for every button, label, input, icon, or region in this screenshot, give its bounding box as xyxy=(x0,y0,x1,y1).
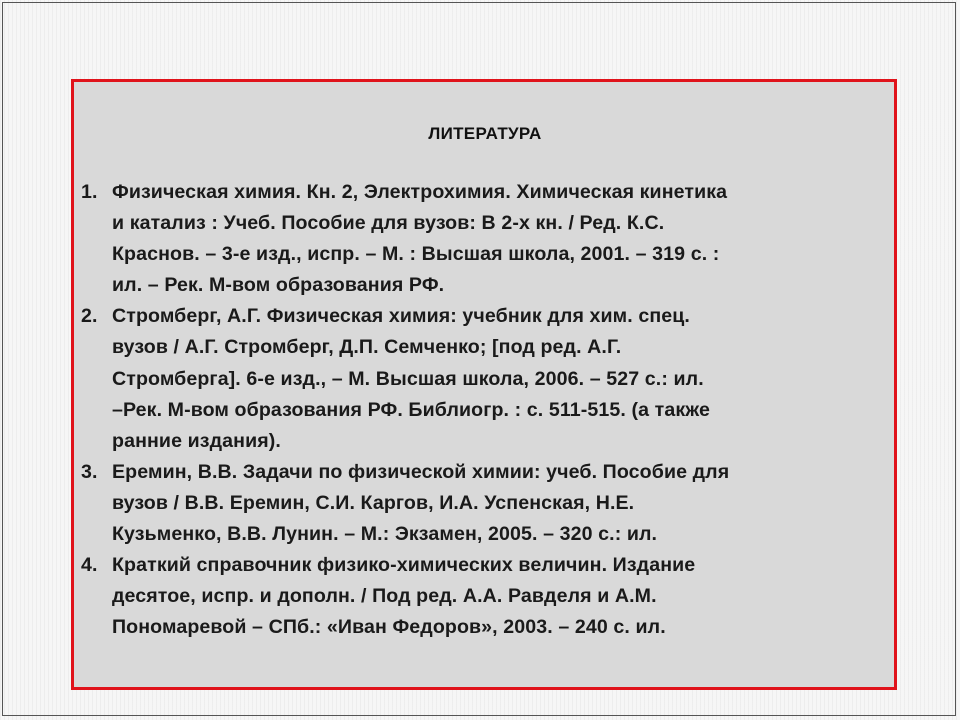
reference-line: Краснов. – 3-е изд., испр. – М. : Высшая школа, 2001. – 319 с. : xyxy=(112,243,720,266)
reference-number: 4. xyxy=(81,554,98,577)
reference-line: Стромберг, А.Г. Физическая химия: учебник для хим. спец. xyxy=(112,305,690,328)
reference-item xyxy=(74,550,894,643)
reference-text xyxy=(112,550,894,643)
literature-box xyxy=(71,79,897,690)
literature-heading: ЛИТЕРАТУРА xyxy=(428,124,542,143)
reference-list xyxy=(74,177,894,643)
reference-text xyxy=(112,177,894,301)
reference-item xyxy=(74,177,894,301)
reference-item xyxy=(74,457,894,550)
reference-line: десятое, испр. и дополн. / Под ред. А.А. Равделя и А.М. xyxy=(112,585,657,608)
reference-line: Физическая химия. Кн. 2, Электрохимия. Химическая кинетика xyxy=(112,181,728,203)
reference-line: вузов / В.В. Еремин, С.И. Каргов, И.А. Успенская, Н.Е. xyxy=(112,491,635,514)
reference-item xyxy=(74,301,894,456)
reference-line: ранние издания). xyxy=(112,429,281,452)
reference-line: вузов / А.Г. Стромберг, Д.П. Семченко; [под ред. А.Г. xyxy=(112,336,622,359)
reference-number: 1. xyxy=(81,181,98,203)
reference-line: Стромберга]. 6-е изд., – М. Высшая школа, 2006. – 527 с.: ил. xyxy=(112,367,704,390)
reference-text xyxy=(112,301,894,456)
reference-number: 3. xyxy=(81,460,98,483)
reference-line: Краткий справочник физико-химических величин. Издание xyxy=(112,554,696,577)
reference-text xyxy=(112,457,894,550)
reference-line: Пономаревой – СПб.: «Иван Федоров», 2003. – 240 с. ил. xyxy=(112,616,666,639)
reference-line: Кузьменко, В.В. Лунин. – М.: Экзамен, 2005. – 320 с.: ил. xyxy=(112,523,658,546)
reference-line: –Рек. М-вом образования РФ. Библиогр. : с. 511-515. (а также xyxy=(112,398,710,421)
reference-line: ил. – Рек. М-вом образования РФ. xyxy=(112,274,445,297)
reference-line: Еремин, В.В. Задачи по физической химии: учеб. Пособие для xyxy=(112,460,730,483)
reference-number: 2. xyxy=(81,305,98,328)
reference-line: и катализ : Учеб. Пособие для вузов: В 2-х кн. / Ред. К.С. xyxy=(112,212,665,235)
